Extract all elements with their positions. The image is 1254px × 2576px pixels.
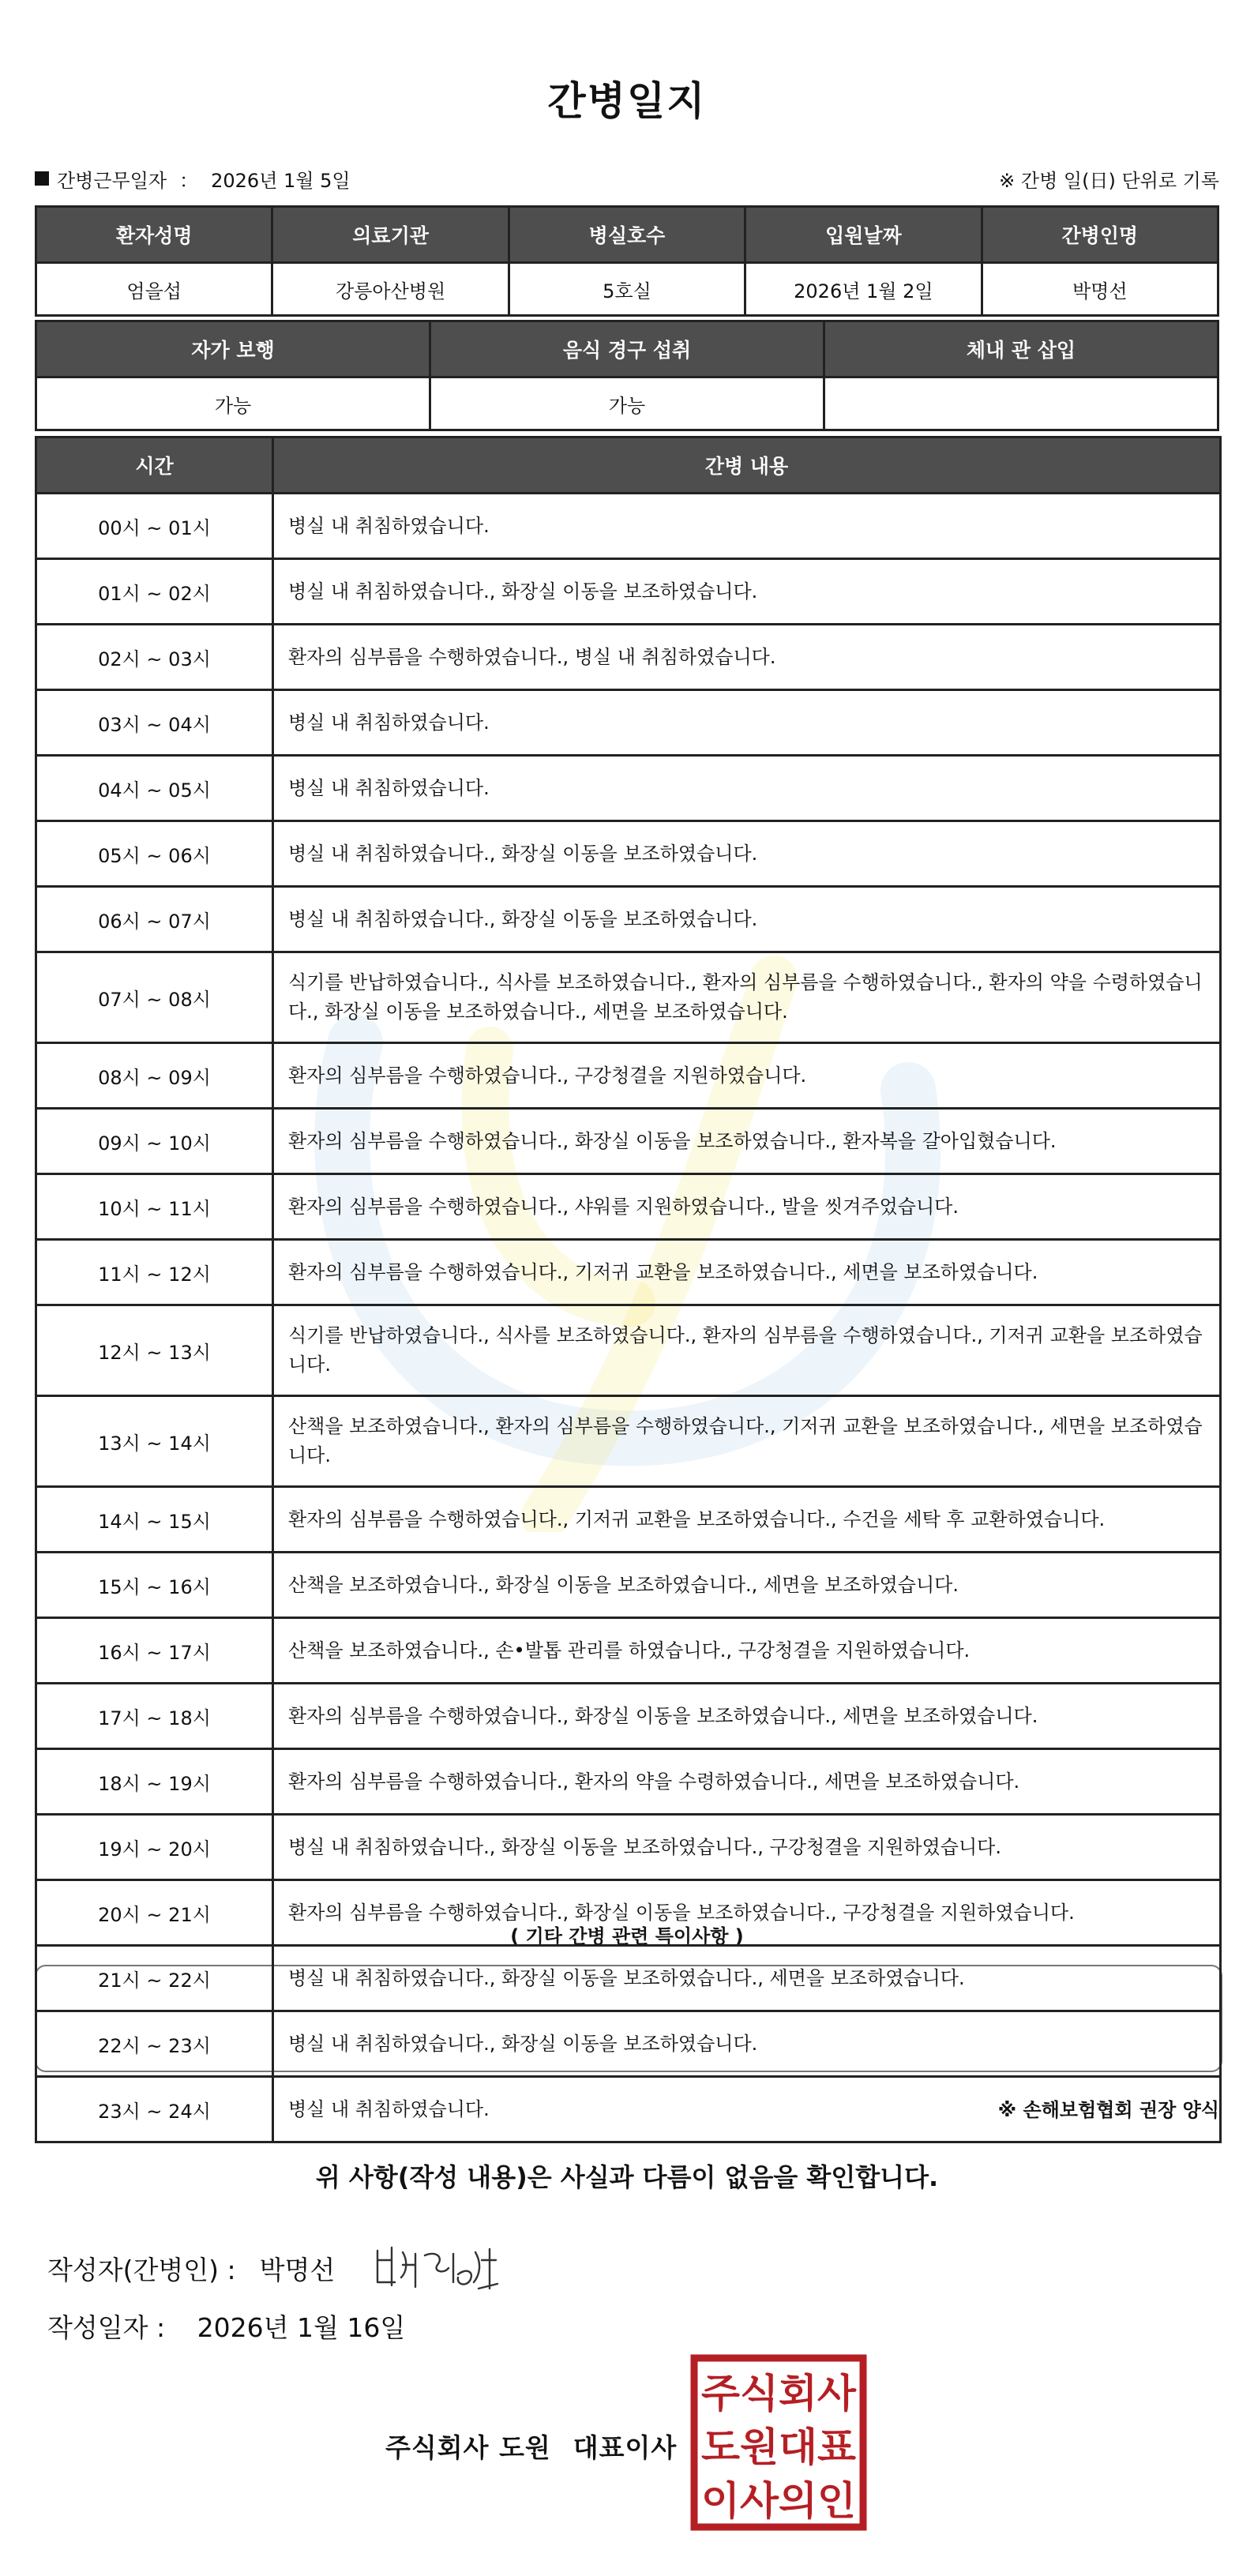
time-cell: 05시 ~ 06시 (36, 821, 273, 887)
time-cell: 20시 ~ 21시 (36, 1880, 273, 1946)
content-cell: 환자의 심부름을 수행하였습니다., 화장실 이동을 보조하였습니다., 세면을 보조하였습니다. (273, 1684, 1221, 1749)
table-row (36, 1553, 1221, 1618)
tube-insertion-value (824, 377, 1218, 430)
time-cell: 21시 ~ 22시 (36, 1946, 273, 2011)
special-notes-label: ( 기타 간병 관련 특이사항 ) (510, 1925, 744, 1947)
hospital-value: 강릉아산병원 (272, 263, 509, 316)
company-name: 주식회사 도원 (385, 2432, 551, 2463)
recommended-form-note: ※ 손해보험협회 권장 양식 (997, 2099, 1219, 2121)
author-name: 박명선 (259, 2254, 336, 2285)
time-cell: 18시 ~ 19시 (36, 1749, 273, 1815)
content-cell: 환자의 심부름을 수행하였습니다., 구강청결을 지원하였습니다. (273, 1043, 1221, 1109)
author-label: 작성자(간병인) : (47, 2254, 236, 2285)
content-cell: 환자의 심부름을 수행하였습니다., 기저귀 교환을 보조하였습니다., 수건을 세탁 후 교환하였습니다. (273, 1487, 1221, 1553)
content-cell: 병실 내 취침하였습니다. (273, 2077, 1221, 2142)
written-date-value: 2026년 1월 16일 (197, 2312, 406, 2343)
time-cell: 01시 ~ 02시 (36, 559, 273, 625)
content-cell: 병실 내 취침하였습니다., 화장실 이동을 보조하였습니다., 세면을 보조하였습니다. (273, 1946, 1221, 2011)
table-row (36, 1815, 1221, 1880)
table-row (36, 952, 1221, 1043)
table-row (36, 1946, 1221, 2011)
table-row (36, 494, 1221, 559)
time-cell: 09시 ~ 10시 (36, 1109, 273, 1174)
table-row (36, 2077, 1221, 2142)
table-row (36, 1043, 1221, 1109)
seal-line-2: 도원대표 (701, 2424, 857, 2470)
author-line (47, 2236, 505, 2300)
caregiver-name-header: 간병인명 (982, 207, 1218, 263)
patient-status-header-row (36, 321, 1218, 377)
table-row (36, 1749, 1221, 1815)
patient-name-value: 엄을섭 (36, 263, 272, 316)
content-cell: 환자의 심부름을 수행하였습니다., 샤워를 지원하였습니다., 발을 씻겨주었습니다. (273, 1174, 1221, 1240)
table-row (36, 1109, 1221, 1174)
self-walking-header: 자가 보행 (36, 321, 430, 377)
time-cell: 15시 ~ 16시 (36, 1553, 273, 1618)
content-cell: 병실 내 취침하였습니다., 화장실 이동을 보조하였습니다. (273, 559, 1221, 625)
content-cell: 병실 내 취침하였습니다., 화장실 이동을 보조하였습니다. (273, 821, 1221, 887)
time-cell: 19시 ~ 20시 (36, 1815, 273, 1880)
company-representative-title: 대표이사 (573, 2432, 678, 2463)
time-cell: 14시 ~ 15시 (36, 1487, 273, 1553)
table-row (36, 1684, 1221, 1749)
content-cell: 병실 내 취침하였습니다. (273, 690, 1221, 756)
time-cell: 11시 ~ 12시 (36, 1240, 273, 1305)
tube-insertion-header: 체내 관 삽입 (824, 321, 1218, 377)
confirmation-statement: 위 사항(작성 내용)은 사실과 다름이 없음을 확인합니다. (315, 2162, 939, 2192)
time-cell: 08시 ~ 09시 (36, 1043, 273, 1109)
oral-intake-header: 음식 경구 섭취 (430, 321, 824, 377)
time-cell: 00시 ~ 01시 (36, 494, 273, 559)
square-bullet-icon (35, 171, 49, 186)
content-cell: 식기를 반납하였습니다., 식사를 보조하였습니다., 환자의 심부름을 수행하였습니다., 환자의 약을 수령하였습니다., 화장실 이동을 보조하였습니다., 세면을 보조하였습니다. (273, 952, 1221, 1043)
patient-status-value-row (36, 377, 1218, 430)
care-log-table (35, 436, 1222, 2143)
patient-info-value-row (36, 263, 1218, 316)
patient-info-table (35, 205, 1219, 317)
content-cell: 산책을 보조하였습니다., 화장실 이동을 보조하였습니다., 세면을 보조하였습니다. (273, 1553, 1221, 1618)
patient-status-table (35, 320, 1219, 431)
table-row (36, 887, 1221, 952)
work-date (35, 165, 351, 193)
content-cell: 산책을 보조하였습니다., 환자의 심부름을 수행하였습니다., 기저귀 교환을 보조하였습니다., 세면을 보조하였습니다. (273, 1396, 1221, 1487)
time-cell: 12시 ~ 13시 (36, 1305, 273, 1396)
table-row (36, 1880, 1221, 1946)
table-row (36, 1487, 1221, 1553)
content-cell: 병실 내 취침하였습니다. (273, 494, 1221, 559)
company-seal-stamp-icon (689, 2353, 868, 2532)
time-cell: 04시 ~ 05시 (36, 756, 273, 821)
table-row (36, 559, 1221, 625)
time-cell: 13시 ~ 14시 (36, 1396, 273, 1487)
care-log-header-row (36, 437, 1221, 494)
handwritten-signature-icon (371, 2236, 505, 2300)
room-number-value: 5호실 (509, 263, 745, 316)
table-row (36, 1174, 1221, 1240)
content-cell: 환자의 심부름을 수행하였습니다., 병실 내 취침하였습니다. (273, 625, 1221, 690)
table-row (36, 756, 1221, 821)
admission-date-value: 2026년 1월 2일 (745, 263, 982, 316)
content-cell: 환자의 심부름을 수행하였습니다., 환자의 약을 수령하였습니다., 세면을 보조하였습니다. (273, 1749, 1221, 1815)
care-content-header: 간병 내용 (273, 437, 1221, 494)
daily-record-note: ※ 간병 일(日) 단위로 기록 (999, 169, 1219, 192)
time-cell: 06시 ~ 07시 (36, 887, 273, 952)
self-walking-value: 가능 (36, 377, 430, 430)
content-cell: 환자의 심부름을 수행하였습니다., 기저귀 교환을 보조하였습니다., 세면을 보조하였습니다. (273, 1240, 1221, 1305)
patient-name-header: 환자성명 (36, 207, 272, 263)
time-cell: 23시 ~ 24시 (36, 2077, 273, 2142)
table-row (36, 1240, 1221, 1305)
company-signature-line (385, 2428, 699, 2465)
content-cell: 병실 내 취침하였습니다., 화장실 이동을 보조하였습니다., 구강청결을 지원하였습니다. (273, 1815, 1221, 1880)
time-cell: 10시 ~ 11시 (36, 1174, 273, 1240)
document-title: 간병일지 (547, 78, 707, 124)
time-cell: 02시 ~ 03시 (36, 625, 273, 690)
content-cell: 식기를 반납하였습니다., 식사를 보조하였습니다., 환자의 심부름을 수행하였습니다., 기저귀 교환을 보조하였습니다. (273, 1305, 1221, 1396)
caregiver-name-value: 박명선 (982, 263, 1218, 316)
time-cell: 03시 ~ 04시 (36, 690, 273, 756)
meta-row (35, 164, 1219, 193)
seal-line-1: 주식회사 (701, 2371, 857, 2416)
table-row (36, 821, 1221, 887)
work-date-separator: ： (179, 169, 199, 192)
room-number-header: 병실호수 (509, 207, 745, 263)
oral-intake-value: 가능 (430, 377, 824, 430)
time-cell: 16시 ~ 17시 (36, 1618, 273, 1684)
patient-info-header-row (36, 207, 1218, 263)
content-cell: 환자의 심부름을 수행하였습니다., 화장실 이동을 보조하였습니다., 환자복을 갈아입혔습니다. (273, 1109, 1221, 1174)
work-date-value: 2026년 1월 5일 (211, 169, 351, 192)
time-header: 시간 (36, 437, 273, 494)
written-date-label: 작성일자 : (47, 2312, 166, 2343)
time-cell: 17시 ~ 18시 (36, 1684, 273, 1749)
table-row (36, 2011, 1221, 2077)
time-cell: 07시 ~ 08시 (36, 952, 273, 1043)
time-cell: 22시 ~ 23시 (36, 2011, 273, 2077)
table-row (36, 690, 1221, 756)
admission-date-header: 입원날짜 (745, 207, 982, 263)
content-cell: 병실 내 취침하였습니다., 화장실 이동을 보조하였습니다. (273, 2011, 1221, 2077)
seal-line-3: 이사의인 (701, 2478, 856, 2524)
content-cell: 산책을 보조하였습니다., 손•발톱 관리를 하였습니다., 구강청결을 지원하였습니다. (273, 1618, 1221, 1684)
written-date-line (47, 2308, 405, 2345)
work-date-label: 간병근무일자 (57, 169, 167, 192)
table-row (36, 1305, 1221, 1396)
table-row (36, 1618, 1221, 1684)
content-cell: 환자의 심부름을 수행하였습니다., 화장실 이동을 보조하였습니다., 구강청결을 지원하였습니다. (273, 1880, 1221, 1946)
table-row (36, 625, 1221, 690)
table-row (36, 1396, 1221, 1487)
content-cell: 병실 내 취침하였습니다. (273, 756, 1221, 821)
content-cell: 병실 내 취침하였습니다., 화장실 이동을 보조하였습니다. (273, 887, 1221, 952)
hospital-header: 의료기관 (272, 207, 509, 263)
